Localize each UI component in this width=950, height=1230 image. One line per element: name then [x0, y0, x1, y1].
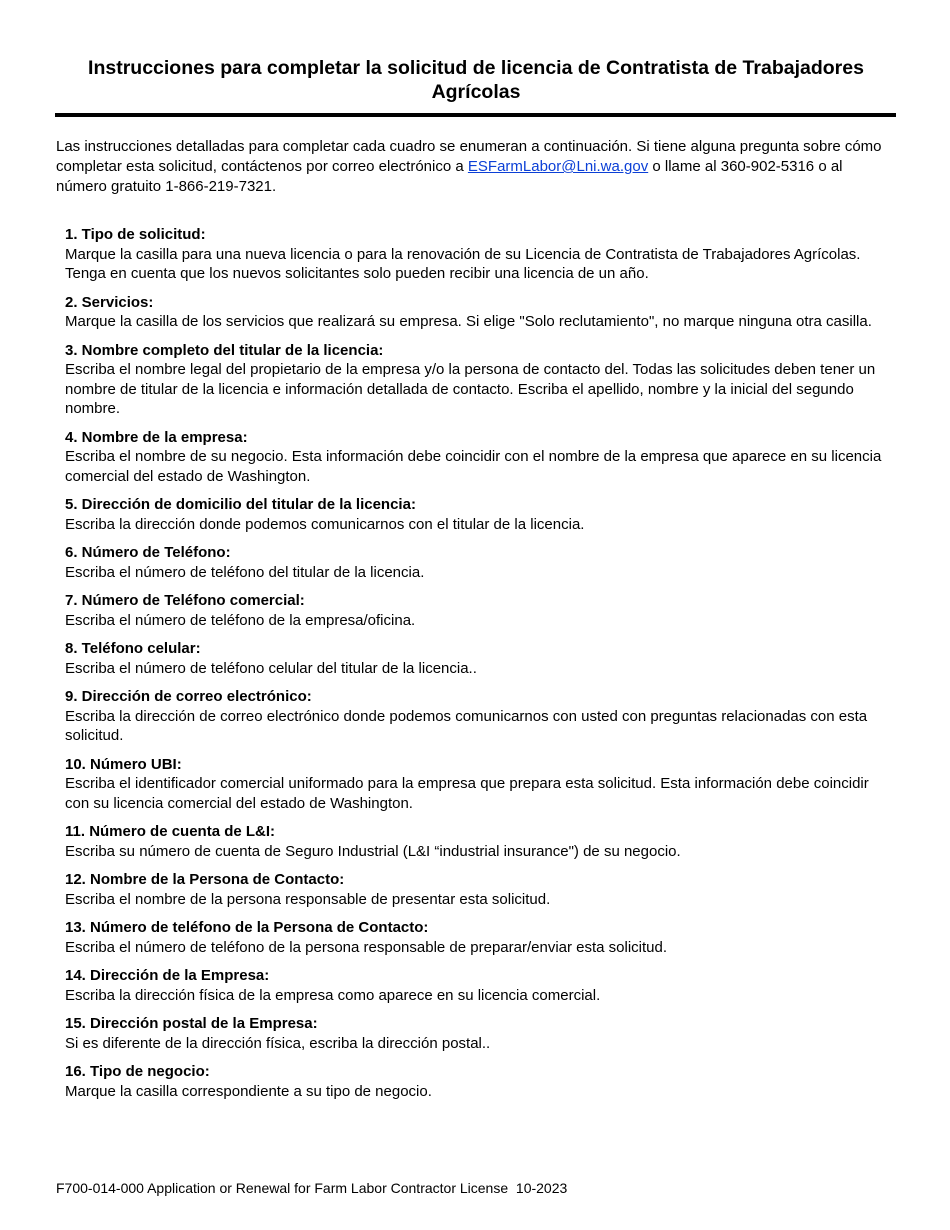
instruction-item	[65, 225, 895, 284]
item-heading: 6. Número de Teléfono:	[65, 544, 231, 561]
instruction-item	[65, 687, 895, 746]
item-text: Escriba su número de cuenta de Seguro Industrial (L&I “industrial insurance") de su negocio.	[65, 842, 681, 860]
item-heading: 16. Tipo de negocio:	[65, 1063, 210, 1080]
page-title: Instrucciones para completar la solicitud de licencia de Contratista de Trabajadores Agrícolas	[88, 57, 864, 103]
item-text: Escriba el número de teléfono del titular de la licencia.	[65, 563, 425, 581]
item-heading: 8. Teléfono celular:	[65, 640, 201, 657]
item-text: Marque la casilla de los servicios que realizará su empresa. Si elige "Solo reclutamiento", no marque ninguna otra casilla.	[65, 313, 872, 330]
instruction-item	[65, 591, 895, 630]
item-heading: 9. Dirección de correo electrónico:	[65, 688, 312, 705]
item-text: Escriba el nombre de su negocio. Esta información debe coincidir con el nombre de la empresa que aparece en su licencia comercial del estado de Washington.	[65, 448, 882, 485]
instruction-item	[65, 966, 895, 1005]
item-heading: 7. Número de Teléfono comercial:	[65, 592, 305, 609]
item-heading: 1. Tipo de solicitud:	[65, 226, 206, 243]
item-text: Escriba la dirección donde podemos comunicarnos con el titular de la licencia.	[65, 515, 585, 533]
item-text: Escriba el identificador comercial uniformado para la empresa que prepara esta solicitud. Esta información debe coincidir con su licencia comercial del estado de Washington.	[65, 775, 869, 812]
instruction-item	[65, 293, 895, 332]
instruction-item	[65, 1014, 895, 1053]
item-heading: 4. Nombre de la empresa:	[65, 428, 248, 446]
instruction-item	[65, 822, 895, 861]
instruction-item	[65, 428, 895, 487]
item-heading: 13. Número de teléfono de la Persona de Contacto:	[65, 919, 429, 936]
item-heading: 3. Nombre completo del titular de la licencia:	[65, 341, 384, 359]
item-text: Escriba el nombre de la persona responsable de presentar esta solicitud.	[65, 890, 551, 908]
item-text: Marque la casilla para una nueva licencia o para la renovación de su Licencia de Contratista de Trabajadores Agrícolas. Tenga en cuenta que los nuevos solicitantes solo pueden recibir una licencia de un año.	[65, 245, 861, 282]
item-text: Escriba el nombre legal del propietario de la empresa y/o la persona de contacto del. Todas las solicitudes deben tener un nombre de titular de la licencia e información detallada de contacto. Escriba el apellido, nombre y la inicial del segundo nombre.	[65, 361, 876, 417]
item-heading: 2. Servicios:	[65, 293, 154, 311]
item-heading: 5. Dirección de domicilio del titular de la licencia:	[65, 496, 416, 513]
intro-paragraph	[56, 137, 896, 197]
intro-text-end: o llame al 360-902-5316 o al número gratuito 1-866-219-7321.	[56, 158, 843, 195]
item-text: Escriba el número de teléfono celular del titular de la licencia..	[65, 659, 477, 677]
item-text: Escriba la dirección física de la empresa como aparece en su licencia comercial.	[65, 986, 601, 1004]
item-text: Escriba el número de teléfono de la persona responsable de preparar/enviar esta solicitud.	[65, 938, 668, 956]
item-text: Si es diferente de la dirección física, escriba la dirección postal..	[65, 1034, 491, 1052]
instruction-item	[65, 918, 895, 957]
instruction-item	[65, 1062, 895, 1101]
instruction-item	[65, 755, 895, 814]
intro-text-start: Las instrucciones detalladas para completar cada cuadro se enumeran a continuación. Si tiene alguna pregunta sobre cómo completar esta solicitud, contáctenos por correo electrónico a	[56, 138, 882, 175]
email-link[interactable]: ESFarmLabor@Lni.wa.gov	[467, 158, 649, 175]
title-divider	[55, 113, 896, 117]
item-text: Marque la casilla correspondiente a su tipo de negocio.	[65, 1082, 432, 1100]
item-heading: 10. Número UBI:	[65, 755, 182, 773]
item-heading: 14. Dirección de la Empresa:	[65, 967, 270, 984]
form-footer: F700-014-000 Application or Renewal for Farm Labor Contractor License 10-2023	[56, 1180, 568, 1196]
instruction-item	[65, 543, 895, 582]
item-text: Escriba el número de teléfono de la empresa/oficina.	[65, 611, 416, 629]
instruction-item	[65, 870, 895, 909]
instruction-list	[65, 225, 895, 1110]
instruction-item	[65, 639, 895, 678]
item-heading: 15. Dirección postal de la Empresa:	[65, 1015, 318, 1032]
item-heading: 11. Número de cuenta de L&I:	[65, 823, 276, 840]
instruction-item	[65, 341, 895, 419]
item-heading: 12. Nombre de la Persona de Contacto:	[65, 871, 345, 888]
instruction-item	[65, 495, 895, 534]
item-text: Escriba la dirección de correo electrónico donde podemos comunicarnos con usted con preguntas relacionadas con esta solicitud.	[65, 707, 868, 744]
